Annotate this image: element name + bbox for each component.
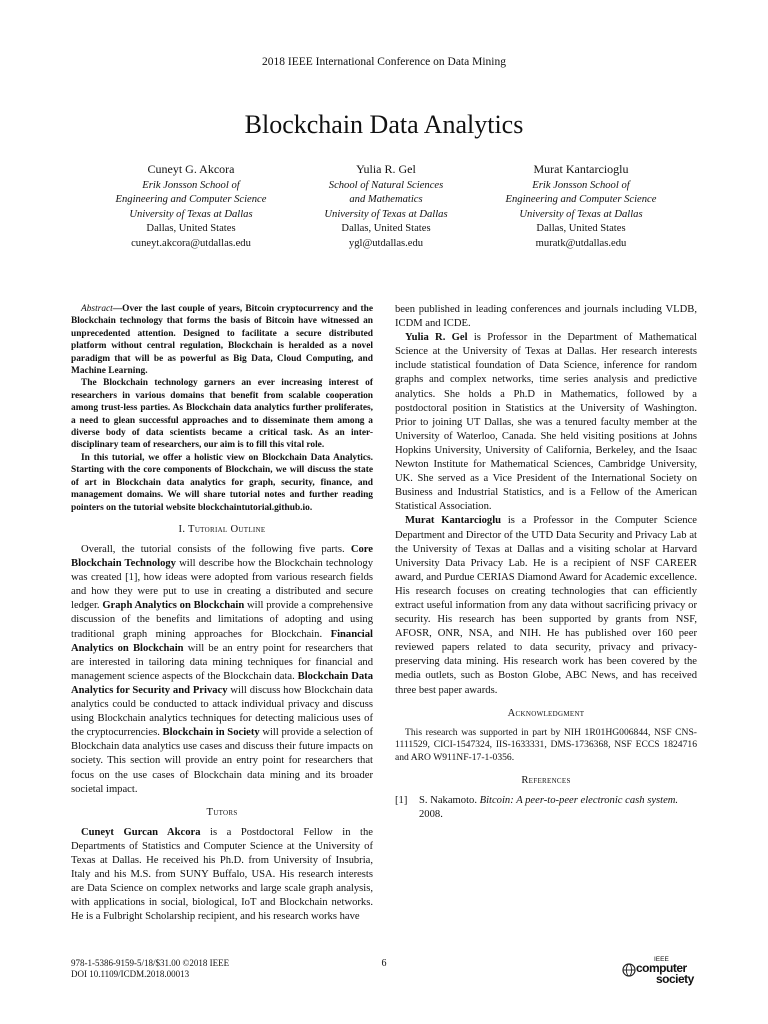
abstract-paragraph: In this tutorial, we offer a holistic view on Blockchain Data Analytics. Starting with the core components of Blockchain, we will discuss the state of art in Blockchain data analytics for graph, security, finance, and management domains. We will share tutorial notes and further reading pointers on the tutorial website blockchaintutorial.github.io.: [71, 452, 373, 513]
reference-number: [1]: [395, 794, 408, 806]
logo-line-society: society: [656, 972, 694, 986]
author-affiliation: Erik Jonsson School of: [532, 179, 630, 191]
author-location: Dallas, United States: [146, 223, 236, 235]
author-affiliation: University of Texas at Dallas: [324, 208, 448, 220]
author-affiliation: Engineering and Computer Science: [505, 194, 657, 206]
page-number: 6: [381, 958, 387, 969]
footer-isbn: 978-1-5386-9159-5/18/$31.00 ©2018 IEEE: [71, 958, 230, 968]
tutor-bio-akcora-continued: been published in leading conferences and journals including VLDB, ICDM and ICDE.: [395, 304, 697, 330]
outline-paragraph: Overall, the tutorial consists of the following five parts. Core Blockchain Technology will describe how the Blockchain technology was created [1], how ideas were adopted from various research fields and how they were put to use in creating a distributed and secure ledger. Graph Analytics on Blockchain will provide a comprehensive discussion of the benefits and limitations of adopting and using traditional graph mining approaches for Blockchain. Financial Analytics on Blockchain will be an entry point for researchers that are interested in tailoring data mining techniques for financial and management science aspects of the Blockchain data. Blockchain Data Analytics for Security and Privacy will discuss how Blockchain data analytics could be conducted to attack individual privacy and discuss using Blockchain analytics techniques for detecting malicious uses of the cryptocurrencies. Blockchain in Society will provide a selection of Blockchain data analytics use cases and discuss their future impacts on society. This section will provide an entry point for researchers that focus on the use cases of Blockchain data mining and its broader societal impact.: [71, 544, 374, 795]
logo-line-computer: computer: [636, 961, 687, 975]
author-affiliation: Engineering and Computer Science: [115, 194, 267, 206]
author-affiliation: University of Texas at Dallas: [129, 208, 253, 220]
author-block: [96, 162, 676, 252]
author-name: Yulia R. Gel: [356, 162, 416, 176]
left-column: [71, 303, 373, 924]
paper-title: Blockchain Data Analytics: [244, 110, 524, 139]
logo-ieee-text: IEEE: [654, 956, 669, 963]
author-3: [486, 162, 676, 252]
acknowledgment-text: This research was supported in part by NIH 1R01HG006844, NSF CNS-1111529, CICI-1547324, IIS-1633331, DMS-1736368, NSF ECCS 1824716 and ARO W911NF-17-1-0356.: [395, 726, 697, 763]
author-email: muratk@utdallas.edu: [535, 237, 627, 249]
author-affiliation: Erik Jonsson School of: [142, 179, 240, 191]
abstract-paragraph: —Over the last couple of years, Bitcoin cryptocurrency and the Blockchain technology that forms the basis of Bitcoin have witnessed an unprecedented attention. Designed to facilitate a secure distributed platform without central regulation, Blockchain is heralded as a novel paradigm that will be as powerful as Big Data, Cloud Computing, and Machine Learning.: [71, 304, 373, 377]
abstract-paragraph: The Blockchain technology garners an ever increasing interest of researchers in various domains that benefit from scalable cooperation among trust-less parties. As Blockchain data analytics further proliferates, a need to glean successful approaches and to disseminate them among a diverse body of data scientists became a critical task. As an inter-disciplinary team of researchers, our aim is to fill this vital role.: [71, 378, 373, 451]
author-affiliation: University of Texas at Dallas: [519, 208, 643, 220]
author-2: [291, 162, 481, 252]
computer-society-logo: [622, 956, 702, 986]
abstract-label: Abstract: [81, 304, 113, 314]
author-email: ygl@utdallas.edu: [348, 237, 424, 249]
author-location: Dallas, United States: [536, 223, 626, 235]
tutor-bio-akcora: Cuneyt Gurcan Akcora is a Postdoctoral Fellow in the Departments of Statistics and Computer Science at the University of Texas at Dallas. He received his Ph.D. from University of Insubria, Italy and his M.S. from SUNY Buffalo, USA. His research interests are Data Science on complex networks and large scale graph analysis, with applications in social, biological, IoT and Blockchain networks. He is a Fulbright Scholarship recipient, and his research works have: [71, 826, 373, 923]
section-heading-references: References: [521, 774, 571, 786]
section-heading-tutors: Tutors: [206, 806, 238, 818]
author-1: [96, 162, 286, 252]
conference-header: 2018 IEEE International Conference on Data Mining: [262, 56, 506, 68]
tutor-bio-gel: Yulia R. Gel is Professor in the Department of Mathematical Science at the University of Texas at Dallas. Her research interests include statistical foundation of Data Science, inference for random graphs and complex networks, time series analysis and predictive analytics. She holds a Ph.D in Mathematics, followed by a postdoctoral position in Statistics at the University of Washington. Prior to joining UT Dallas, she was a tenured faculty member at the University of Waterloo, Canada. She held visiting positions at Johns Hopkins University, University of California, Berkeley, and the Isaac Newton Institute for Mathematical Sciences, Cambridge University, UK. She served as a Vice President of the International Society on Business and Industrial Statistics, and is a Fellow of the American Statistical Association.: [395, 332, 698, 513]
author-name: Cuneyt G. Akcora: [147, 162, 235, 176]
globe-icon: [622, 963, 636, 977]
section-heading-outline: I. Tutorial Outline: [178, 523, 266, 535]
footer-doi: DOI 10.1109/ICDM.2018.00013: [71, 969, 190, 979]
right-column: [395, 303, 697, 822]
author-location: Dallas, United States: [341, 223, 431, 235]
abstract: [71, 303, 373, 514]
reference-item: [395, 794, 697, 822]
author-name: Murat Kantarcioglu: [533, 162, 629, 176]
tutor-bio-kantarcioglu: Murat Kantarcioglu is a Professor in the Computer Science Department and Director of the UTD Data Security and Privacy Lab at the University of Texas at Dallas and a visiting scholar at Harvard University Data Privacy Lab. He is a recipient of NSF CAREER award, and Purdue CERIAS Diamond Award for Academic excellence. His research focuses on creating technologies that can efficiently extract useful information from any data without sacrificing privacy or security. His research has been supported by grants from NSF, AFOSR, ONR, NSA, and NIH. He has published over 160 peer reviewed papers related to data security, privacy and privacy-preserving data mining. His research work has been covered by the media outlets, such as Boston Globe, ABC News, and has received three best paper awards.: [395, 515, 697, 696]
author-affiliation: School of Natural Sciences: [328, 179, 444, 191]
reference-text: S. Nakamoto. Bitcoin: A peer-to-peer electronic cash system. 2008.: [419, 794, 679, 820]
section-heading-acknowledgment: Acknowledgment: [507, 707, 585, 719]
author-affiliation: and Mathematics: [349, 194, 423, 206]
author-email: cuneyt.akcora@utdallas.edu: [131, 237, 251, 249]
